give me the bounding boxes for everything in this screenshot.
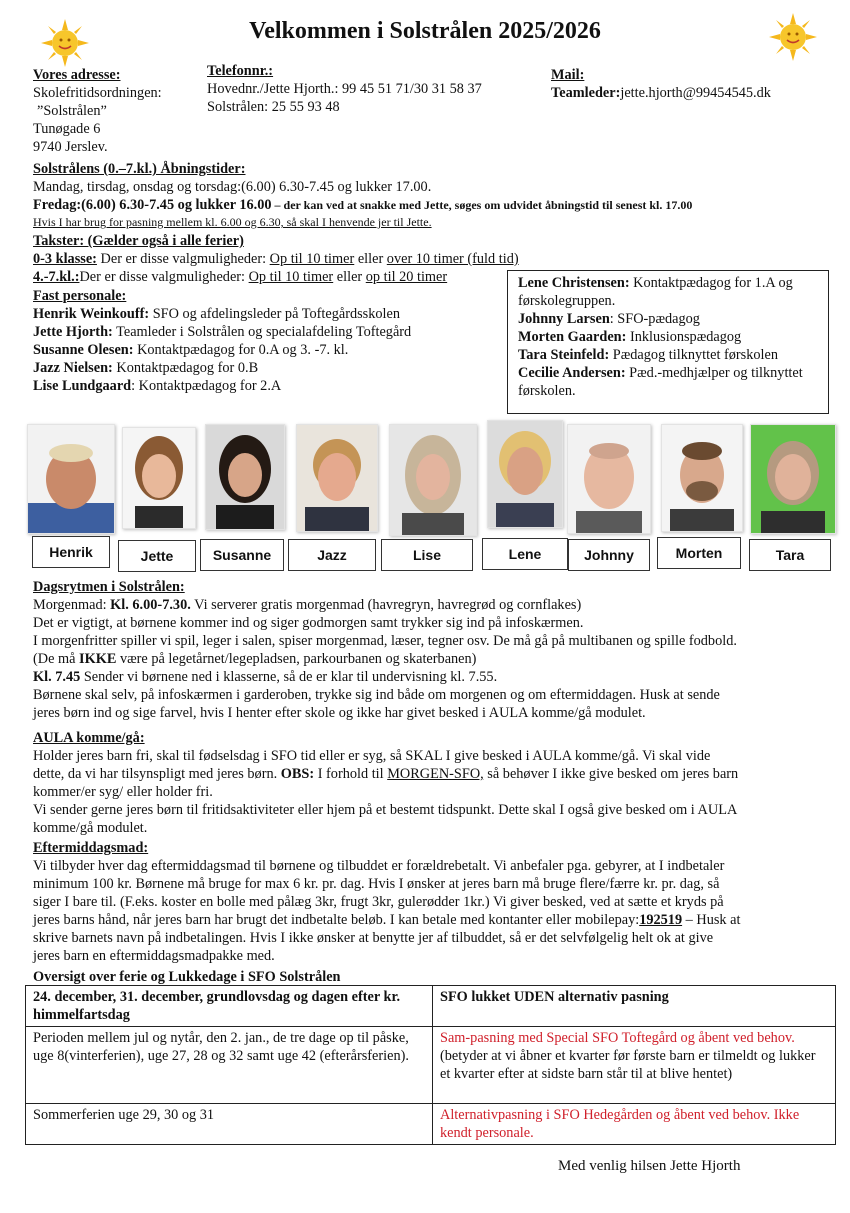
staff-role: Teamleder i Solstrålen og specialafdeling Toftegård xyxy=(112,324,412,340)
afternoon-text: siger I bare til. (F.eks. koster en bolle med pålæg 3kr, frugt 3kr, gulerødder 1kr.) Vi giver besked, ved at sætte et kryds på xyxy=(33,894,724,910)
rhythm-text: Sender vi børnene ned i klasserne, så de er klar til undervisning kl. 7.55. xyxy=(80,669,498,685)
afternoon-text: minimum 100 kr. Børnene må bruge for max 6 kr. pr. dag. Hvis I ønsker at jeres barn må bruge flere/færre kr. pr. dag, så xyxy=(33,876,720,892)
afternoon-text: Vi tilbyder hver dag eftermiddagsmad til børnene og tilbuddet er forældrebetalt. Vi anbefaler pga. gebyrer, at I indbetaler xyxy=(33,858,725,874)
mobilepay-number: 192519 xyxy=(639,912,683,928)
afternoon-heading: Eftermiddagsmad: xyxy=(33,840,149,856)
page-title: Velkommen i Solstrålen 2025/2026 xyxy=(249,18,601,44)
staff-photo-lise xyxy=(389,424,477,536)
staff-photo-morten xyxy=(661,424,743,532)
hours-friday: Fredag:(6.00) 6.30-7.45 og lukker 16.00 xyxy=(33,197,272,213)
staff-photo-lene xyxy=(487,420,563,528)
aula-section xyxy=(33,729,838,837)
staff-box xyxy=(507,270,829,414)
staff-name: Jazz Nielsen: xyxy=(33,360,113,376)
rhythm-text: (De må xyxy=(33,651,80,667)
table-row xyxy=(26,1027,836,1104)
rates-label: 0-3 klasse: xyxy=(33,251,97,267)
afternoon-text: jeres barn en eftermiddagsmadpakke med. xyxy=(33,948,275,964)
aula-text: dette, da vi har tilsynspligt med jeres børn. xyxy=(33,766,281,782)
rhythm-section xyxy=(33,578,838,722)
aula-text: så behøver I ikke give besked om jeres barn xyxy=(483,766,739,782)
photo-name-label: Morten xyxy=(657,537,741,569)
table-cell: 24. december, 31. december, grundlovsdag og dagen efter kr. himmelfartsdag xyxy=(26,986,433,1027)
photo-name-label: Jazz xyxy=(288,539,376,571)
rhythm-text: Morgenmad: xyxy=(33,597,111,613)
table-cell: Perioden mellem jul og nytår, den 2. jan., de tre dage op til påske, uge 8(vinterferien), uge 27, 28 og 32 samt uge 42 (efterårsferien). xyxy=(26,1027,433,1104)
rates-text: eller xyxy=(354,251,387,267)
photo-name-label: Lise xyxy=(381,539,473,571)
mail-address[interactable]: jette.hjorth@99454545.dk xyxy=(620,85,771,101)
rhythm-emphasis: IKKE xyxy=(79,651,117,667)
staff-name: Morten Gaarden: xyxy=(518,329,627,345)
phone-line: Hovednr./Jette Hjorth.: 99 45 51 71/30 31 58 37 xyxy=(207,81,482,97)
rates-option: op til 20 timer xyxy=(365,269,448,285)
afternoon-section xyxy=(33,839,838,965)
staff-section xyxy=(33,287,503,395)
rhythm-time: Kl. 7.45 xyxy=(33,669,81,685)
mail-label: Teamleder: xyxy=(551,85,621,101)
phone-block xyxy=(207,62,482,116)
rates-option: over 10 timer (fuld tid) xyxy=(386,251,519,267)
staff-name: Susanne Olesen: xyxy=(33,342,134,358)
staff-name: Johnny Larsen xyxy=(518,311,610,327)
phone-heading: Telefonnr.: xyxy=(207,63,274,79)
table-cell: Sommerferien uge 29, 30 og 31 xyxy=(26,1104,433,1145)
staff-role: Kontaktpædagog for 1.A og førskolegruppen. xyxy=(518,275,793,309)
rates-option: Op til 10 timer xyxy=(248,269,334,285)
staff-name: Tara Steinfeld: xyxy=(518,347,610,363)
rhythm-text: jeres børn ind og sige farvel, hvis I henter efter skole og ikke har givet besked i AULA komme/gå modulet. xyxy=(33,705,646,721)
aula-text: komme/gå modulet. xyxy=(33,820,148,836)
staff-name: Henrik Weinkouff: xyxy=(33,306,150,322)
staff-name: Lene Christensen: xyxy=(518,275,630,291)
photo-name-label: Jette xyxy=(118,540,196,572)
rhythm-heading: Dagsrytmen i Solstrålen: xyxy=(33,579,185,595)
staff-role: Pædagog tilknyttet førskolen xyxy=(609,347,778,363)
aula-heading: AULA komme/gå: xyxy=(33,730,145,746)
staff-photo-johnny xyxy=(567,424,651,534)
photo-name-label: Susanne xyxy=(200,539,284,571)
aula-text: Vi sender gerne jeres børn til fritidsaktiviteter eller hjem på et bestemt tidspunkt. Dette skal I også give besked om i AULA xyxy=(33,802,738,818)
rhythm-text: I morgenfritter spiller vi spil, leger i salen, spiser morgenmad, læser, tegner osv. De må gå på multibanen og spille fodbold. xyxy=(33,633,737,649)
staff-photo-susanne xyxy=(205,424,285,530)
aula-emphasis: MORGEN-SFO, xyxy=(387,766,484,782)
staff-name: Cecilie Andersen: xyxy=(518,365,626,381)
address-line: 9740 Jerslev. xyxy=(33,139,108,155)
rates-text: Der er disse valgmuligheder: xyxy=(96,251,270,267)
hours-weekdays: Mandag, tirsdag, onsdag og torsdag:(6.00) 6.30-7.45 og lukker 17.00. xyxy=(33,179,432,195)
address-line: ”Solstrålen” xyxy=(37,103,107,119)
afternoon-text: skrive barnets navn på indbetalingen. Hvis I ikke ønsker at benytte jer af tilbuddet, så er det selvfølgelig helt ok at give xyxy=(33,930,714,946)
hours-friday-note: – der kan ved at snakke med Jette, søges om udvidet åbningstid til senest kl. 17.00 xyxy=(271,198,693,212)
hours-early-note: Hvis I har brug for pasning mellem kl. 6.00 og 6.30, så skal I henvende jer til Jette. xyxy=(33,215,432,229)
photo-name-label: Johnny xyxy=(568,539,650,571)
staff-role: Inklusionspædagog xyxy=(626,329,742,345)
rhythm-time: Kl. 6.00-7.30. xyxy=(110,597,191,613)
afternoon-text: jeres barns hånd, når jeres barn har brugt det indbetalte beløb. I kan betale med kontanter eller mobilepay: xyxy=(33,912,640,928)
hours-heading: Solstrålens (0.–7.kl.) Åbningstider: xyxy=(33,161,246,177)
staff-photo-tara xyxy=(750,424,836,534)
aula-text: Holder jeres barn fri, skal til fødselsdag i SFO tid eller er syg, så SKAL I give besked i AULA komme/gå. Vi skal vide xyxy=(33,748,711,764)
holiday-note: (betyder at vi åbner et kvarter før første barn er tilmeldt og lukker et kvarter efter at sidste barn står til at blive hentet) xyxy=(440,1048,816,1082)
afternoon-text: – Husk at xyxy=(682,912,741,928)
rates-option: Op til 10 timer xyxy=(269,251,355,267)
staff-heading: Fast personale: xyxy=(33,288,127,304)
photo-name-label: Henrik xyxy=(32,536,110,568)
rates-section xyxy=(33,232,519,286)
staff-photo-henrik xyxy=(27,424,115,534)
address-line: Tunøgade 6 xyxy=(33,121,101,137)
staff-photo-jette xyxy=(122,427,196,529)
staff-role: SFO og afdelingsleder på Toftegårdsskolen xyxy=(149,306,400,322)
table-row xyxy=(26,986,836,1027)
mail-heading: Mail: xyxy=(551,67,585,83)
address-block xyxy=(33,66,162,156)
staff-role: Kontaktpædagog for 0.A og 3. -7. kl. xyxy=(133,342,349,358)
rates-label: 4.-7.kl.: xyxy=(33,269,80,285)
rhythm-text: Børnene skal selv, på infoskærmen i garderoben, trykke sig ind både om morgenen og om eftermiddagen. Husk at sende xyxy=(33,687,720,703)
phone-line: Solstrålen: 25 55 93 48 xyxy=(207,99,340,115)
hours-section xyxy=(33,160,833,230)
aula-text: I forhold til xyxy=(314,766,388,782)
table-row xyxy=(26,1104,836,1145)
rates-text: eller xyxy=(333,269,366,285)
staff-name: Lise Lundgaard xyxy=(33,378,132,394)
holidays-heading: Oversigt over ferie og Lukkedage i SFO Solstrålen xyxy=(33,969,341,985)
staff-role: : Kontaktpædagog for 2.A xyxy=(131,378,282,394)
address-line: Skolefritidsordningen: xyxy=(33,85,162,101)
rhythm-text: Vi serverer gratis morgenmad (havregryn, havregrød og cornflakes) xyxy=(190,597,582,613)
table-cell: SFO lukket UDEN alternativ pasning xyxy=(433,986,836,1027)
holiday-note-red: Sam-pasning med Special SFO Toftegård og åbent ved behov. xyxy=(440,1030,795,1046)
table-cell: Alternativpasning i SFO Hedegården og åbent ved behov. Ikke kendt personale. xyxy=(433,1104,836,1145)
photo-name-label: Tara xyxy=(749,539,831,571)
rhythm-text: være på legetårnet/legepladsen, parkourbanen og skaterbanen) xyxy=(116,651,477,667)
address-heading: Vores adresse: xyxy=(33,67,121,83)
holidays-table xyxy=(25,985,836,1145)
aula-text: kommer/er syg/ eller holder fri. xyxy=(33,784,213,800)
rhythm-text: Det er vigtigt, at børnene kommer ind og siger godmorgen samt trykker sig ind på infoskærmen. xyxy=(33,615,584,631)
table-cell xyxy=(433,1027,836,1104)
staff-role: Kontaktpædagog for 0.B xyxy=(112,360,259,376)
photo-name-label: Lene xyxy=(482,538,568,570)
staff-photo-jazz xyxy=(296,424,378,532)
rates-text: Der er disse valgmuligheder: xyxy=(79,269,249,285)
staff-role: Pæd.-medhjælper og tilknyttet førskolen. xyxy=(518,365,803,399)
mail-block xyxy=(551,66,771,102)
rates-heading: Takster: (Gælder også i alle ferier) xyxy=(33,233,244,249)
aula-emphasis: OBS: xyxy=(280,766,315,782)
signature-text: Med venlig hilsen Jette Hjorth xyxy=(558,1158,741,1174)
staff-role: : SFO-pædagog xyxy=(609,311,700,327)
staff-name: Jette Hjorth: xyxy=(33,324,113,340)
